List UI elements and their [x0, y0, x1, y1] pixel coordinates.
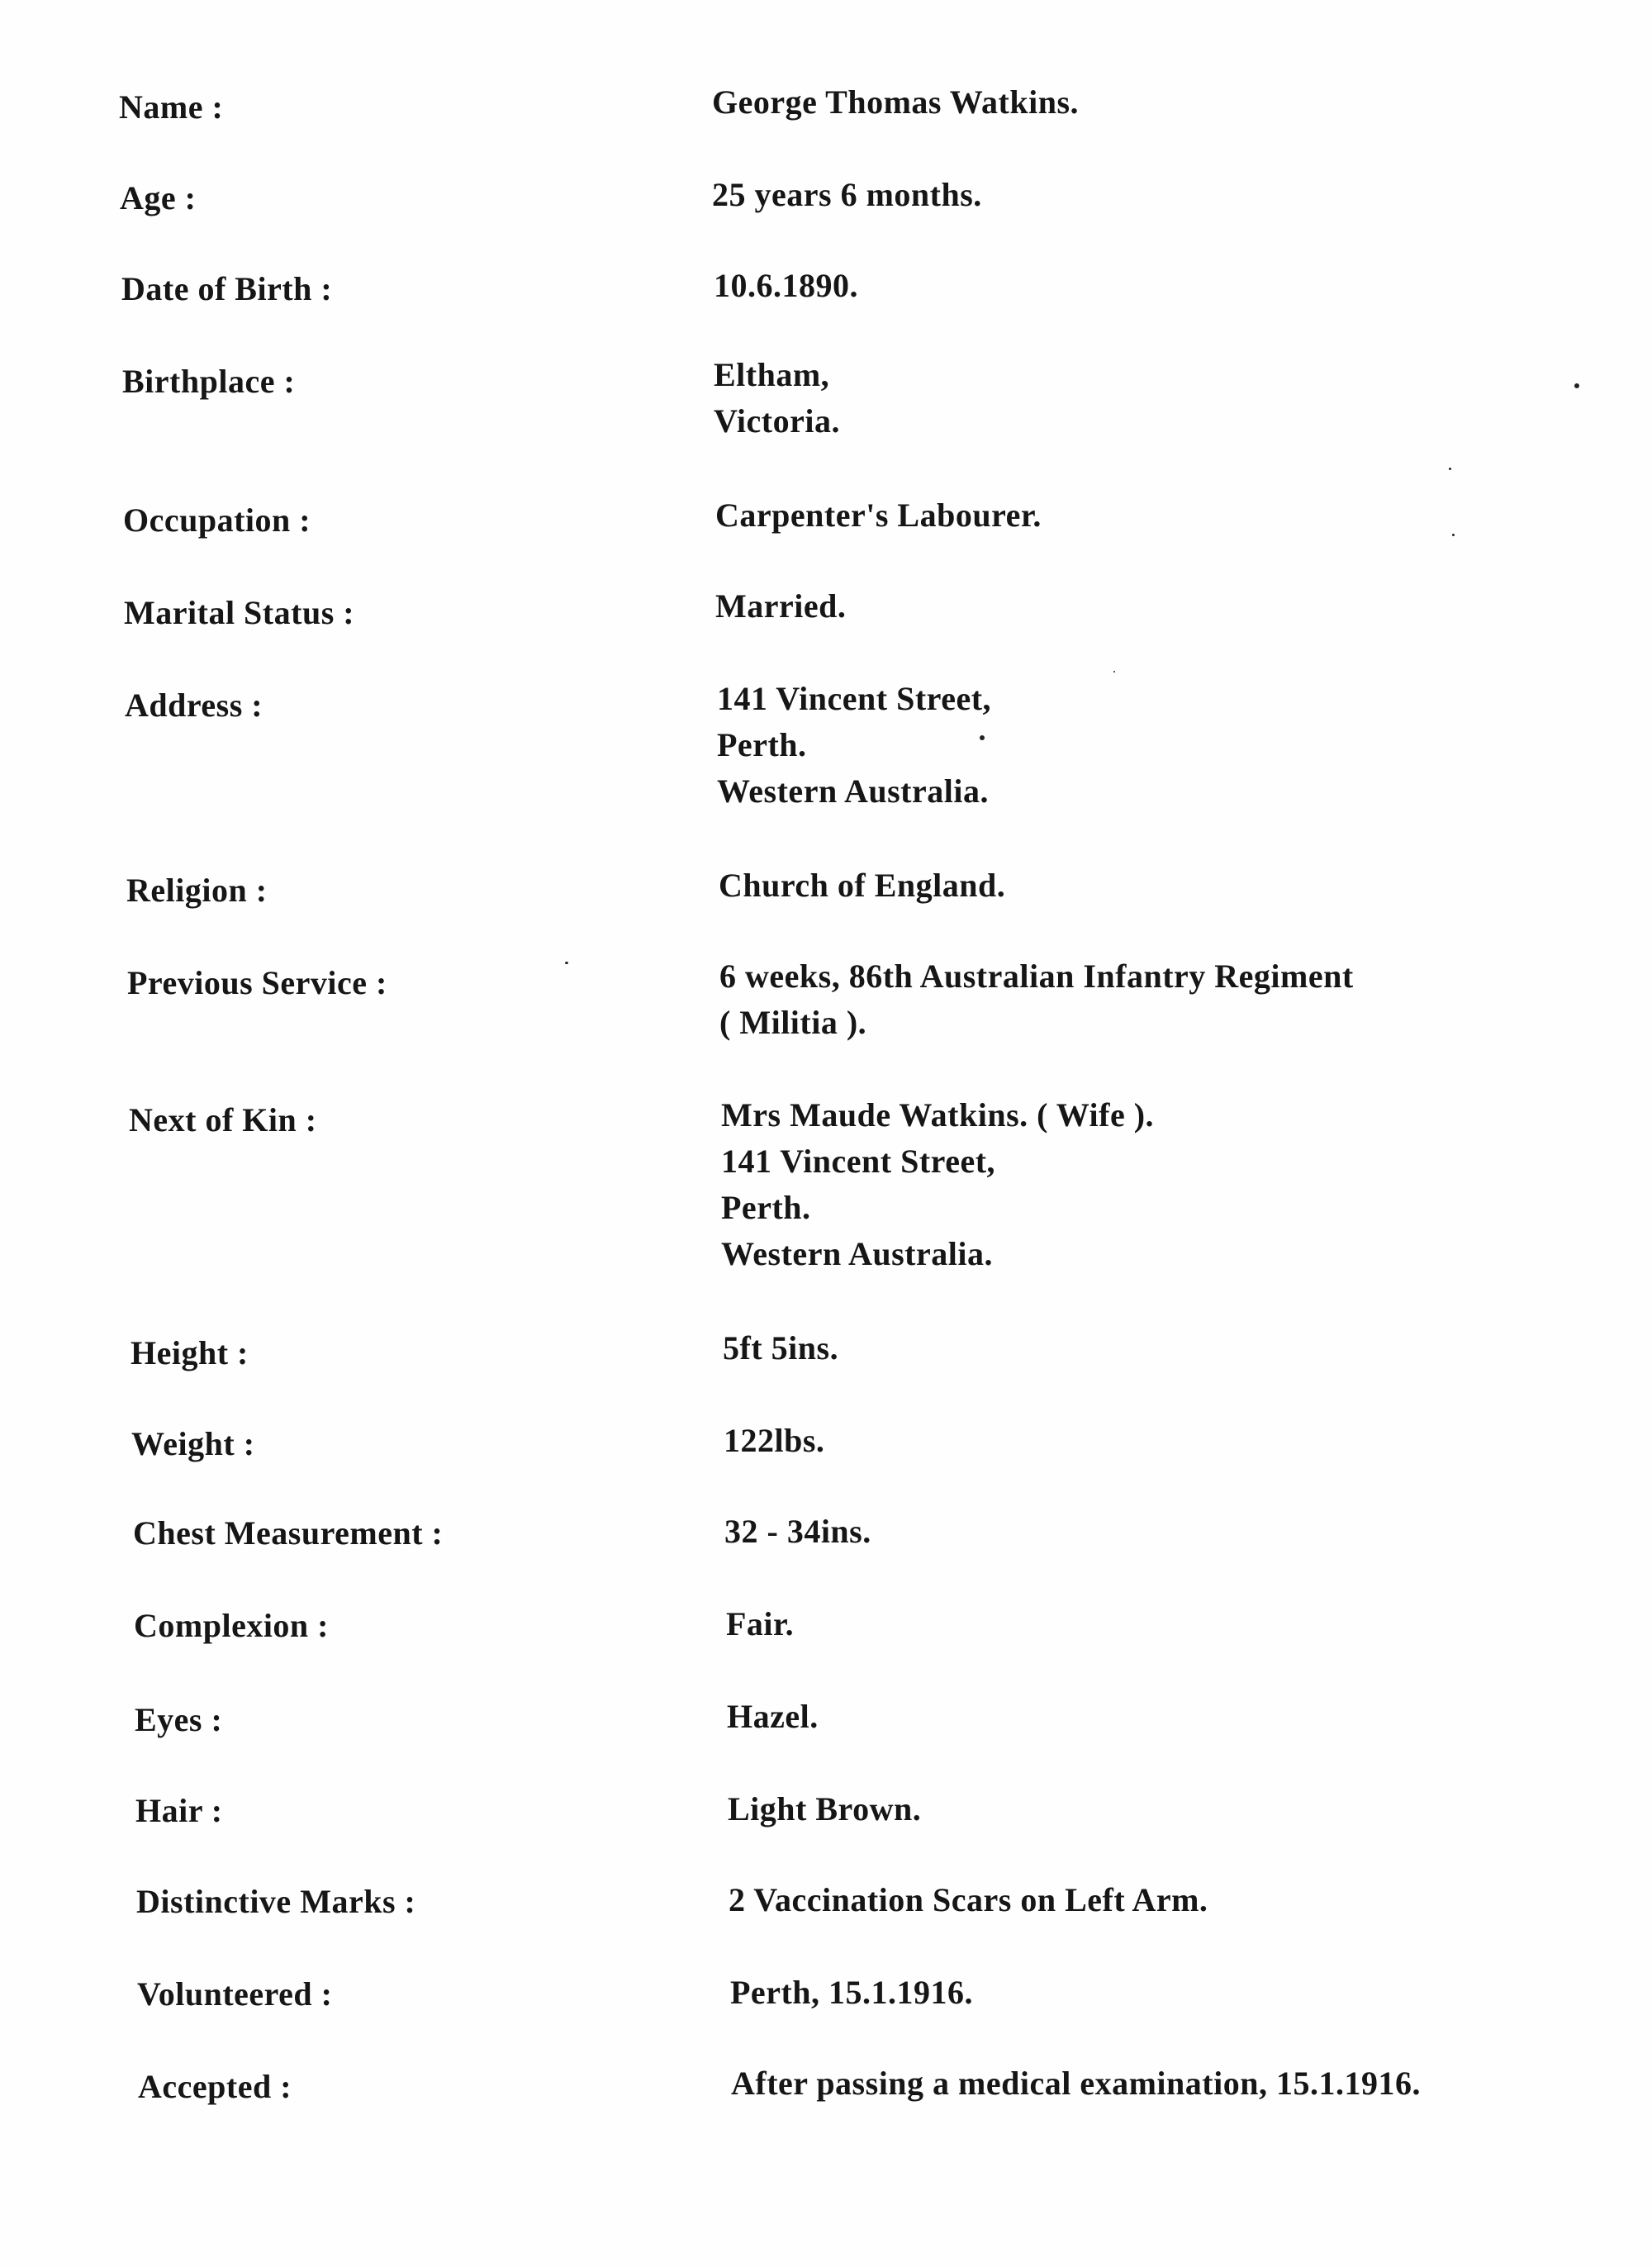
scan-speck: [565, 962, 568, 964]
field-label: Next of Kin :: [129, 1101, 317, 1138]
field-label: Religion :: [126, 872, 268, 909]
field-value: [728, 1786, 921, 1832]
field-value: [726, 1601, 794, 1647]
field-value-line: Married.: [715, 587, 847, 625]
field-value-line: Fair.: [726, 1605, 795, 1642]
field-value-line: Perth.: [717, 726, 807, 763]
field-value: [715, 492, 1042, 539]
field-value-line: Hazel.: [727, 1698, 819, 1735]
field-value-line: 141 Vincent Street,: [721, 1143, 996, 1180]
field-value-line: 2 Vaccination Scars on Left Arm.: [729, 1881, 1208, 1918]
field-value: [731, 2060, 1421, 2107]
field-value-line: Perth, 15.1.1916.: [730, 1974, 974, 2011]
field-value: [719, 863, 1005, 909]
field-value: [729, 1877, 1208, 1923]
field-label: Name :: [119, 88, 224, 126]
field-value: [712, 172, 982, 218]
field-value: [727, 1694, 819, 1740]
scan-speck: [980, 735, 985, 740]
field-value-line: 5ft 5ins.: [723, 1329, 839, 1366]
field-value-line: Perth.: [721, 1189, 811, 1226]
field-label: Address :: [125, 687, 263, 724]
field-value-line: Light Brown.: [728, 1790, 922, 1827]
field-value-line: Victoria.: [714, 402, 840, 440]
scan-speck: [1574, 383, 1579, 388]
field-value-line: Mrs Maude Watkins. ( Wife ).: [721, 1096, 1155, 1134]
field-label: Weight :: [131, 1425, 255, 1462]
field-value-line: 141 Vincent Street,: [717, 680, 992, 717]
field-value: [714, 352, 840, 444]
field-label: Occupation :: [123, 501, 311, 539]
field-label: Age :: [120, 179, 197, 216]
field-label: Previous Service :: [127, 964, 387, 1001]
field-value: [717, 676, 991, 815]
field-label: Marital Status :: [124, 594, 355, 631]
field-value-line: George Thomas Watkins.: [712, 83, 1080, 121]
field-value-line: Western Australia.: [721, 1235, 993, 1272]
scan-speck: [1452, 534, 1455, 536]
field-value-line: 10.6.1890.: [714, 267, 858, 304]
field-value: [730, 1970, 973, 2016]
scan-speck: [1449, 468, 1451, 470]
field-value: [724, 1509, 871, 1555]
field-value: [714, 263, 858, 309]
field-value-line: Western Australia.: [717, 772, 989, 810]
field-value-line: ( Militia ).: [719, 1004, 867, 1041]
field-value: [723, 1325, 838, 1371]
field-label: Volunteered :: [137, 1975, 333, 2013]
field-value-line: 25 years 6 months.: [712, 176, 982, 213]
field-value-line: After passing a medical examination, 15.1.1916.: [731, 2065, 1421, 2102]
field-label: Distinctive Marks :: [136, 1883, 416, 1920]
field-value: [724, 1418, 824, 1464]
field-value: [721, 1092, 1154, 1277]
field-value-line: 32 - 34ins.: [724, 1513, 871, 1550]
field-label: Chest Measurement :: [133, 1514, 444, 1552]
field-value: [712, 79, 1079, 126]
field-label: Complexion :: [134, 1607, 329, 1644]
scan-speck: [1113, 671, 1115, 672]
field-value-line: 122lbs.: [724, 1422, 825, 1459]
field-value: [719, 953, 1354, 1046]
field-value-line: Carpenter's Labourer.: [715, 497, 1042, 534]
field-value-line: Church of England.: [719, 867, 1006, 904]
field-value-line: 6 weeks, 86th Australian Infantry Regiment: [719, 958, 1354, 995]
field-label: Eyes :: [135, 1701, 223, 1738]
field-label: Height :: [131, 1334, 249, 1371]
field-value: [715, 583, 846, 630]
field-label: Birthplace :: [122, 363, 296, 400]
field-value-line: Eltham,: [714, 356, 830, 393]
field-label: Hair :: [135, 1792, 223, 1829]
field-label: Accepted :: [138, 2068, 292, 2105]
field-label: Date of Birth :: [121, 270, 333, 307]
